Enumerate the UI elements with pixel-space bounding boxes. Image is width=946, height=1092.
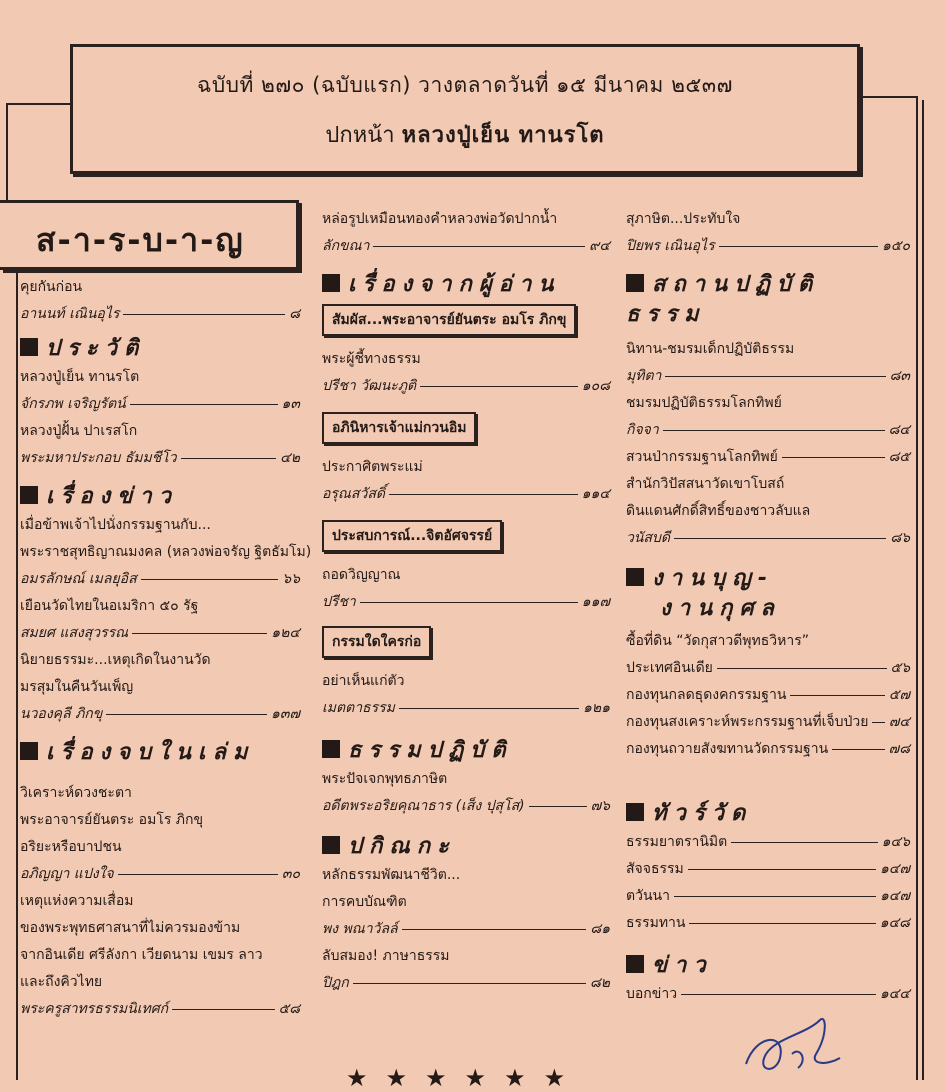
entry-page: ๑๓๗ xyxy=(271,706,300,722)
entry-title: ประเทศอินเดีย xyxy=(626,660,713,676)
section-heading-cont: ธรรม xyxy=(626,302,706,327)
section-heading: เรื่องข่าว xyxy=(20,482,300,512)
toc-line: เยือนวัดไทยในอเมริกา ๕๐ รัฐ xyxy=(20,598,199,614)
subsection-box: สัมผัส...พระอาจารย์ยันตระ อมโร ภิกขุ xyxy=(322,304,576,336)
entry-author: อดีตพระอริยคุณาธาร (เส็ง ปุสุโส) xyxy=(322,798,525,814)
toc-line: ลับสมอง! ภาษาธรรม xyxy=(322,948,450,964)
toc-entry[interactable] xyxy=(20,301,300,328)
entry-title: กองทุนถวายสังฆทานวัดกรรมฐาน xyxy=(626,741,829,757)
entry-author: อานนท์ เณินอุไร xyxy=(20,306,120,322)
toc-line: นิทาน-ชมรมเด็กปฏิบัติธรรม xyxy=(626,341,795,357)
square-bullet-icon xyxy=(626,955,644,973)
frame-right-shadow xyxy=(922,100,924,1080)
dot-leader xyxy=(663,430,885,431)
entry-page: ๑๔๗ xyxy=(879,861,910,877)
entry-page: ๖๖ xyxy=(282,571,300,587)
cover-name: หลวงปู่เย็น ทานรโต xyxy=(401,123,605,148)
entry-page: ๘๖ xyxy=(890,530,910,546)
subsection-box: อภินิหารเจ้าแม่กวนอิม xyxy=(322,412,476,444)
toc-line: มรสุมในคืนวันเพ็ญ xyxy=(20,679,134,695)
toc-entry[interactable] xyxy=(626,444,910,471)
dot-leader xyxy=(681,994,876,995)
entry-page: ๑๔๘ xyxy=(879,915,910,931)
toc-entry[interactable] xyxy=(626,883,910,910)
column-1 xyxy=(20,274,312,1023)
entry-page: ๓๐ xyxy=(281,866,300,882)
entry-author: พระครูสาทรธรรมนิเทศก์ xyxy=(20,1001,169,1017)
toc-entry[interactable] xyxy=(20,445,300,472)
frame-right xyxy=(916,96,918,1080)
dot-leader xyxy=(130,404,278,405)
toc-line: ของพระพุทธศาสนาที่ไม่ควรมองข้าม xyxy=(20,920,241,936)
entry-author: ปรีชา xyxy=(322,594,356,610)
section-heading: ข่าว xyxy=(626,951,910,981)
dot-leader xyxy=(123,314,285,315)
toc-line: พระราชสุทธิญาณมงคล (หลวงพ่อจรัญ ฐิตธัมโม) xyxy=(20,544,312,560)
entry-author: มุทิตา xyxy=(626,368,662,384)
toc-entry[interactable] xyxy=(322,916,610,943)
entry-page: ๗๖ xyxy=(590,798,610,814)
dot-leader xyxy=(118,874,278,875)
entry-title: กองทุนกลดธุดงคกรรมฐาน xyxy=(626,687,787,703)
dot-leader xyxy=(141,579,279,580)
square-bullet-icon xyxy=(20,742,38,760)
toc-entry[interactable] xyxy=(626,363,910,390)
dot-leader xyxy=(717,668,887,669)
toc-line: ซื้อที่ดิน “วัดกุสาวดีพุทธวิหาร” xyxy=(626,633,810,649)
entry-page: ๑๑๔ xyxy=(581,486,610,502)
square-bullet-icon xyxy=(20,338,38,356)
entry-author: อภิญญา แปงใจ xyxy=(20,866,114,882)
entry-page: ๑๐๘ xyxy=(581,378,610,394)
dot-leader xyxy=(790,695,884,696)
frame-top-left xyxy=(6,103,72,105)
entry-author: เมตตาธรรม xyxy=(322,700,395,716)
entry-page: ๗๔ xyxy=(888,714,910,730)
toc-line: พระอาจารย์ยันตระ อมโร ภิกขุ xyxy=(20,812,204,828)
toc-line: วิเคราะห์ดวงชะตา xyxy=(20,785,132,801)
square-bullet-icon xyxy=(322,274,340,292)
entry-title: ตวันนา xyxy=(626,888,670,904)
entry-page: ๑๕๐ xyxy=(881,238,910,254)
dot-leader xyxy=(353,983,586,984)
toc-line: อย่าเห็นแก่ตัว xyxy=(322,673,405,689)
entry-author: จักรภพ เจริญรัตน์ xyxy=(20,396,126,412)
toc-entry[interactable] xyxy=(20,620,300,647)
toc-line: ดินแดนศักดิ์สิทธิ์ของชาวลับแล xyxy=(626,503,811,519)
entry-page: ๑๒๔ xyxy=(271,625,300,641)
dot-leader xyxy=(782,457,885,458)
section-heading: เรื่องจบในเล่ม xyxy=(20,738,300,768)
entry-title: สวนป่ากรรมฐานโลกทิพย์ xyxy=(626,449,778,465)
column-2 xyxy=(322,206,610,997)
entry-author: ลักขณา xyxy=(322,238,370,254)
entry-page: ๘๒ xyxy=(589,975,610,991)
toc-entry[interactable] xyxy=(322,695,610,722)
entry-title: ธรรมยาตรานิมิต xyxy=(626,834,728,850)
entry-author: วนัสบดี xyxy=(626,530,670,546)
square-bullet-icon xyxy=(626,274,644,292)
toc-entry[interactable] xyxy=(626,417,910,444)
entry-page: ๔๒ xyxy=(280,450,300,466)
entry-page: ๘๑ xyxy=(590,921,610,937)
toc-entry[interactable] xyxy=(626,829,910,856)
cover-line xyxy=(73,117,857,152)
masthead xyxy=(70,44,860,174)
toc-entry[interactable] xyxy=(626,736,910,763)
toc-line: เหตุแห่งความเสื่อม xyxy=(20,893,134,909)
dot-leader xyxy=(181,458,277,459)
dot-leader xyxy=(402,929,587,930)
toc-line: การคบบัณฑิต xyxy=(322,894,407,910)
entry-author: พง พณาวัลล์ xyxy=(322,921,398,937)
dot-leader xyxy=(132,633,267,634)
toc-title-box xyxy=(0,200,299,270)
entry-author: ปิยพร เณินอุไร xyxy=(626,238,715,254)
toc-line: พระปัจเจกพุทธภาษิต xyxy=(322,771,448,787)
toc-entry[interactable] xyxy=(322,373,610,400)
dot-leader xyxy=(674,896,876,897)
square-bullet-icon xyxy=(322,836,340,854)
toc-line: หลวงปู่ฝั้น ปาเรสโก xyxy=(20,423,138,439)
entry-author: อรุณสวัสดิ์ xyxy=(322,486,385,502)
section-heading: ปกิณกะ xyxy=(322,832,610,862)
entry-title: ธรรมทาน xyxy=(626,915,686,931)
toc-entry[interactable] xyxy=(20,566,300,593)
toc-entry[interactable] xyxy=(322,793,610,820)
square-bullet-icon xyxy=(626,803,644,821)
cover-prefix: ปกหน้า xyxy=(325,123,395,148)
section-heading: ประวัติ xyxy=(20,334,300,364)
entry-author: กิจจา xyxy=(626,422,659,438)
toc-line: หลวงปู่เย็น ทานรโต xyxy=(20,369,140,385)
dot-leader xyxy=(399,708,579,709)
toc-line: เมื่อข้าพเจ้าไปนั่งกรรมฐานกับ... xyxy=(20,517,211,533)
toc-title: ส-า-ร-บ-า-ญ xyxy=(36,221,245,259)
entry-page: ๘ xyxy=(289,306,300,322)
entry-page: ๕๗ xyxy=(888,687,910,703)
entry-page: ๑๔๗ xyxy=(879,888,910,904)
section-heading: เรื่องจากผู้อ่าน xyxy=(322,270,610,300)
entry-author: ปรีชา วัฒนะภูติ xyxy=(322,378,417,394)
entry-title: บอกข่าว xyxy=(626,986,678,1002)
dot-leader xyxy=(665,376,885,377)
dot-leader xyxy=(373,246,585,247)
toc-entry[interactable] xyxy=(626,655,910,682)
frame-left xyxy=(6,103,8,203)
entry-page: ๑๑๗ xyxy=(581,594,610,610)
toc-entry[interactable] xyxy=(322,233,610,260)
section-heading-cont: งานกุศล xyxy=(660,596,781,621)
entry-author: ปิฎก xyxy=(322,975,349,991)
toc-entry[interactable] xyxy=(626,981,910,1008)
section-heading: ทัวร์วัด xyxy=(626,799,910,829)
entry-page: ๑๒๑ xyxy=(582,700,610,716)
toc-line: คุยกันก่อน xyxy=(20,279,83,295)
entry-page: ๕๘ xyxy=(278,1001,300,1017)
entry-title: สัจจธรรม xyxy=(626,861,684,877)
toc-entry[interactable] xyxy=(322,481,610,508)
dot-leader xyxy=(674,538,886,539)
entry-author: สมยศ แสงสุวรรณ xyxy=(20,625,129,641)
dot-leader xyxy=(106,714,267,715)
toc-line: สำนักวิปัสสนาวัดเขาโบสถ์ xyxy=(626,476,785,492)
entry-page: ๘๔ xyxy=(888,422,910,438)
star-divider-icon: ★★★★★★ xyxy=(346,1064,584,1092)
toc-line: ประกาศิตพระแม่ xyxy=(322,459,423,475)
dot-leader xyxy=(689,923,875,924)
toc-entry[interactable] xyxy=(20,996,300,1023)
dot-leader xyxy=(360,602,578,603)
toc-entry[interactable] xyxy=(20,861,300,888)
issue-line: ฉบับที่ ๒๗๐ (ฉบับแรก) วางตลาดวันที่ ๑๕ มีนาคม ๒๕๓๗ xyxy=(197,73,733,97)
toc-entry[interactable] xyxy=(626,525,910,552)
dot-leader xyxy=(832,749,884,750)
square-bullet-icon xyxy=(322,740,340,758)
column-3 xyxy=(626,206,910,1008)
toc-entry[interactable] xyxy=(626,682,910,709)
section-heading: สถานปฏิบัติ xyxy=(626,270,910,300)
section-heading: งานบุญ- xyxy=(626,564,910,594)
entry-page: ๑๔๔ xyxy=(879,986,910,1002)
entry-page: ๗๘ xyxy=(888,741,910,757)
toc-line: อริยะหรือบาปชน xyxy=(20,839,122,855)
toc-entry[interactable] xyxy=(626,910,910,937)
square-bullet-icon xyxy=(626,568,644,586)
entry-author: อมรลักษณ์ เมลยุอิส xyxy=(20,571,137,587)
entry-page: ๕๖ xyxy=(890,660,910,676)
dot-leader xyxy=(420,386,578,387)
toc-line: ชมรมปฏิบัติธรรมโลกทิพย์ xyxy=(626,395,782,411)
subsection-box: กรรมใดใครก่อ xyxy=(322,626,431,658)
entry-page: ๘๕ xyxy=(888,449,910,465)
entry-page: ๑๔๖ xyxy=(881,834,910,850)
signature-icon xyxy=(736,1014,846,1080)
toc-line: หลักธรรมพัฒนาชีวิต... xyxy=(322,867,461,883)
dot-leader xyxy=(688,869,876,870)
toc-entry[interactable] xyxy=(626,709,910,736)
entry-author: นวองคุลี ภิกขุ xyxy=(20,706,103,722)
entry-author: พระมหาประกอบ ธัมมชีโว xyxy=(20,450,177,466)
toc-line: พระผู้ชี้ทางธรรม xyxy=(322,351,421,367)
frame-left-lower xyxy=(16,266,18,1080)
toc-entry[interactable] xyxy=(20,701,300,728)
dot-leader xyxy=(731,842,877,843)
toc-line: จากอินเดีย ศรีลังกา เวียดนาม เขมร ลาว xyxy=(20,947,263,963)
section-heading: ธรรมปฏิบัติ xyxy=(322,736,610,766)
dot-leader xyxy=(529,806,587,807)
dot-leader xyxy=(719,246,878,247)
toc-line: ถอดวิญญาณ xyxy=(322,567,401,583)
entry-page: ๑๓ xyxy=(281,396,300,412)
toc-line: หล่อรูปเหมือนทองคำหลวงพ่อวัดปากน้ำ xyxy=(322,211,558,227)
toc-entry[interactable] xyxy=(626,233,910,260)
toc-line: นิยายธรรมะ...เหตุเกิดในงานวัด xyxy=(20,652,211,668)
toc-entry[interactable] xyxy=(322,589,610,616)
frame-top-right xyxy=(856,96,918,98)
toc-entry[interactable] xyxy=(626,856,910,883)
dot-leader xyxy=(872,722,884,723)
entry-title: กองทุนสงเคราะห์พระกรรมฐานที่เจ็บป่วย xyxy=(626,714,869,730)
toc-line: สุภาษิต...ประทับใจ xyxy=(626,211,741,227)
toc-entry[interactable] xyxy=(322,970,610,997)
subsection-box: ประสบการณ์...จิตอัศจรรย์ xyxy=(322,520,502,552)
entry-page: ๘๓ xyxy=(889,368,910,384)
square-bullet-icon xyxy=(20,486,38,504)
entry-page: ๙๔ xyxy=(589,238,610,254)
toc-line: และถึงคิวไทย xyxy=(20,974,103,990)
dot-leader xyxy=(389,494,578,495)
dot-leader xyxy=(172,1009,275,1010)
toc-entry[interactable] xyxy=(20,391,300,418)
